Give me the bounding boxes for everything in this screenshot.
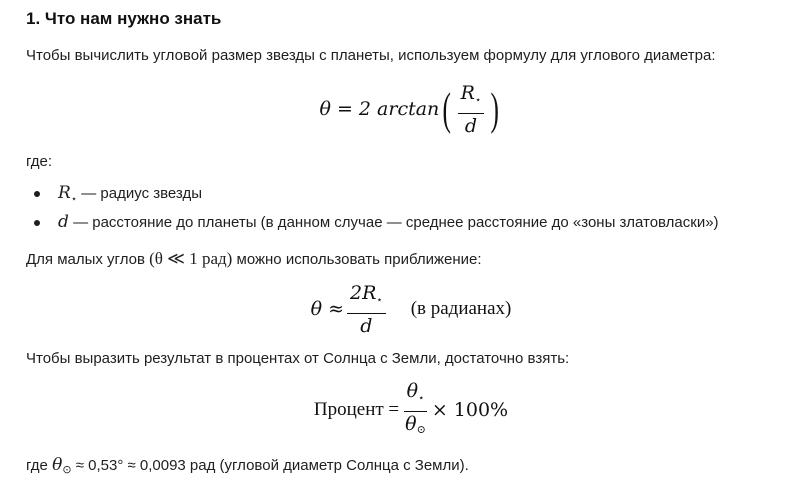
formula3-numerator: θ [406, 379, 419, 402]
formula3-lhs: Процент = [313, 399, 400, 420]
formula3-denominator: θ [405, 412, 417, 435]
formula2-lhs: θ ≈ [310, 298, 345, 320]
footer-symbol-sub: ⊙ [62, 464, 72, 476]
formula2-numerator-sub: ⋆ [376, 294, 383, 306]
list-item [58, 183, 202, 210]
approx-text-after: можно использовать приближение: [236, 251, 482, 268]
definition-symbol: d [58, 212, 69, 232]
where-label: где: [26, 153, 53, 170]
footer-symbol: θ [52, 455, 63, 475]
definitions-list [26, 183, 796, 233]
definition-symbol-sub: ⋆ [70, 194, 78, 205]
formula3-numerator-sub: ⋆ [418, 392, 425, 404]
left-paren: ( [442, 83, 452, 134]
list-bullet [34, 191, 40, 197]
percent-paragraph: Чтобы выразить результат в процентах от Солнца с Земли, достаточно взять: [26, 350, 570, 367]
list-bullet [34, 220, 40, 226]
formula1-fraction [458, 82, 485, 137]
definition-text: — расстояние до планеты (в данном случае — среднее расстояние до «зоны златовласки») [73, 214, 719, 231]
formula2-note: (в радианах) [410, 298, 512, 319]
approx-inline-math: (θ ≪ 1 рад) [149, 249, 233, 268]
footer-text: ≈ 0,53° ≈ 0,0093 рад (угловой диаметр Солнца с Земли). [75, 457, 469, 474]
definition-symbol: R [58, 183, 71, 203]
formula2-fraction [347, 282, 386, 337]
definition-text: — радиус звезды [81, 185, 203, 202]
formula1-numerator-sub: ⋆ [474, 94, 482, 106]
formula1-denominator: d [464, 114, 477, 137]
right-paren: ) [490, 83, 500, 134]
formula3-fraction [402, 380, 429, 441]
section-heading: 1. Что нам нужно знать [26, 9, 222, 28]
list-item [58, 212, 719, 233]
formula-angular-diameter [26, 83, 796, 135]
formula3-rhs: × 100% [431, 399, 509, 421]
approx-paragraph [26, 249, 482, 270]
formula3-denominator-sub: ⊙ [416, 423, 426, 436]
approx-text-before: Для малых углов [26, 251, 145, 268]
intro-paragraph: Чтобы вычислить угловой размер звезды с планеты, используем формулу для углового диаметра: [26, 47, 716, 64]
formula2-numerator: 2R [350, 281, 377, 304]
formula-small-angle [26, 283, 796, 335]
formula1-numerator: R [460, 81, 475, 104]
formula1-lhs: θ = 2 arctan [319, 98, 440, 120]
footer-paragraph [26, 455, 469, 480]
formula-percent [26, 379, 796, 437]
formula2-denominator: d [360, 314, 373, 337]
footer-prefix: где [26, 457, 48, 474]
